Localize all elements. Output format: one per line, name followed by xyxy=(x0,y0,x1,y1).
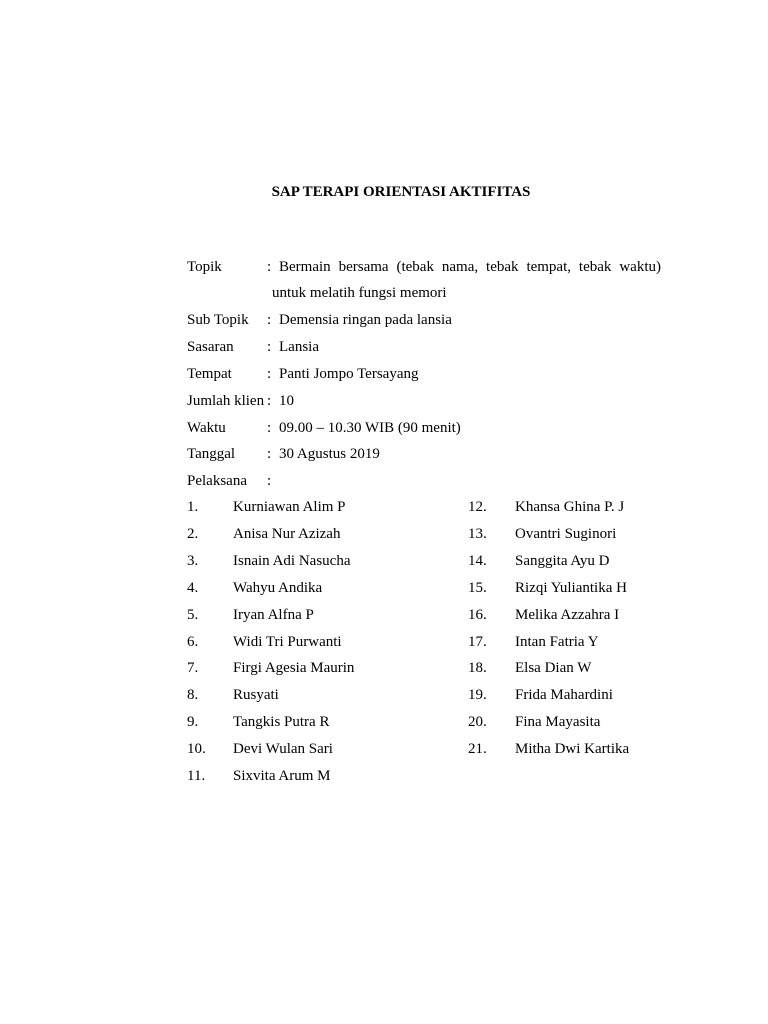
list-item-name: Intan Fatria Y xyxy=(515,634,599,650)
field-value: Bermain bersama (tebak nama, tebak tempat, tebak waktu) xyxy=(279,259,661,275)
field-colon: : xyxy=(267,312,272,328)
list-item-name: Wahyu Andika xyxy=(233,580,323,596)
field-colon: : xyxy=(267,446,272,462)
list-item-name: Rizqi Yuliantika H xyxy=(515,580,627,596)
list-item-number: 15. xyxy=(468,580,487,596)
list-item-number: 7. xyxy=(187,660,199,676)
list-item-name: Isnain Adi Nasucha xyxy=(233,553,351,569)
list-item-number: 2. xyxy=(187,526,199,542)
field-label: Tanggal xyxy=(187,446,236,462)
field-value: Lansia xyxy=(279,339,319,355)
field-value: Demensia ringan pada lansia xyxy=(279,312,452,328)
list-item-number: 4. xyxy=(187,580,199,596)
list-item-number: 19. xyxy=(468,687,487,703)
field-value: 09.00 – 10.30 WIB (90 menit) xyxy=(279,420,461,436)
list-item-name: Iryan Alfna P xyxy=(233,607,314,623)
list-item-number: 11. xyxy=(187,768,206,784)
list-item-name: Widi Tri Purwanti xyxy=(233,634,342,650)
list-item-name: Khansa Ghina P. J xyxy=(515,499,625,515)
list-item-name: Rusyati xyxy=(233,687,279,703)
list-item-name: Tangkis Putra R xyxy=(233,714,330,730)
field-colon: : xyxy=(267,420,272,436)
list-item-number: 3. xyxy=(187,553,199,569)
list-item-number: 21. xyxy=(468,741,487,757)
list-item-number: 14. xyxy=(468,553,487,569)
field-label: Sasaran xyxy=(187,339,234,355)
list-item-number: 6. xyxy=(187,634,199,650)
field-label: Pelaksana xyxy=(187,473,247,489)
list-item-name: Sixvita Arum M xyxy=(233,768,331,784)
list-item-name: Sanggita Ayu D xyxy=(515,553,610,569)
field-label: Topik xyxy=(187,259,222,275)
list-item-name: Frida Mahardini xyxy=(515,687,613,703)
list-item-number: 8. xyxy=(187,687,199,703)
field-colon: : xyxy=(267,339,272,355)
list-item-number: 12. xyxy=(468,499,487,515)
field-label: Tempat xyxy=(187,366,232,382)
list-item-number: 13. xyxy=(468,526,487,542)
field-colon: : xyxy=(267,259,272,275)
list-item-name: Mitha Dwi Kartika xyxy=(515,741,630,757)
list-item-number: 1. xyxy=(187,499,199,515)
list-item-number: 16. xyxy=(468,607,487,623)
list-item-name: Melika Azzahra I xyxy=(515,607,620,623)
field-label: Sub Topik xyxy=(187,312,249,328)
field-label: Jumlah klien xyxy=(187,393,265,409)
field-value: Panti Jompo Tersayang xyxy=(279,366,419,382)
list-item-name: Firgi Agesia Maurin xyxy=(233,660,355,676)
field-colon: : xyxy=(267,473,272,489)
list-item-number: 18. xyxy=(468,660,487,676)
list-item-number: 10. xyxy=(187,741,206,757)
list-item-number: 5. xyxy=(187,607,199,623)
field-colon: : xyxy=(267,366,272,382)
list-item-name: Devi Wulan Sari xyxy=(233,741,333,757)
list-item-name: Ovantri Suginori xyxy=(515,526,617,542)
list-item-name: Elsa Dian W xyxy=(515,660,592,676)
list-item-number: 9. xyxy=(187,714,199,730)
list-item-number: 20. xyxy=(468,714,487,730)
document-title: SAP TERAPI ORIENTASI AKTIFITAS xyxy=(271,184,531,200)
field-colon: : xyxy=(267,393,272,409)
list-item-name: Fina Mayasita xyxy=(515,714,601,730)
field-value-continuation: untuk melatih fungsi memori xyxy=(272,285,447,301)
list-item-name: Anisa Nur Azizah xyxy=(233,526,341,542)
field-value: 10 xyxy=(279,393,294,409)
field-value: 30 Agustus 2019 xyxy=(279,446,380,462)
list-item-name: Kurniawan Alim P xyxy=(233,499,346,515)
list-item-number: 17. xyxy=(468,634,487,650)
field-label: Waktu xyxy=(187,420,226,436)
